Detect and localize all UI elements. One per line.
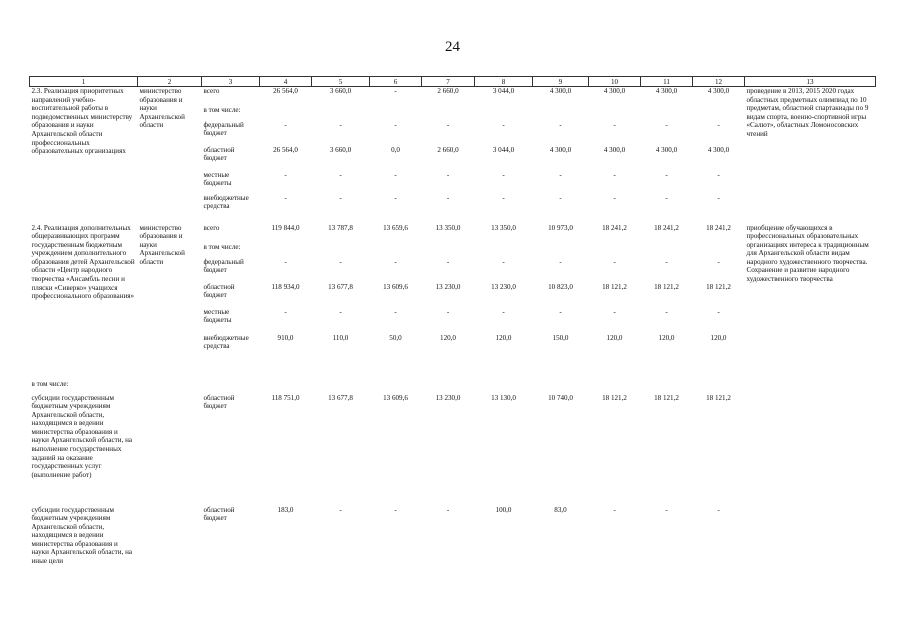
table-row [30,87,876,106]
amount-cell: 13 787,8 [328,223,353,232]
amount-cell: - [613,257,616,266]
amount-cell [589,106,641,121]
amount-cell: - [284,193,287,202]
amount-cell: 13 609,6 [383,282,408,291]
amount-cell: - [717,120,720,129]
spacer-cell [30,216,876,224]
amount-cell: - [717,170,720,179]
amount-cell: 18 121,2 [654,393,679,402]
amount-cell: 18 121,2 [706,282,731,291]
funding-source: областной бюджет [203,505,235,523]
amount-cell: - [665,505,668,514]
amount-cell: 4 300,0 [603,87,626,95]
amount-cell: 18 121,2 [654,282,679,291]
amount-cell: 4 300,0 [707,145,730,154]
col-header: 12 [693,77,745,87]
amount-cell: - [394,193,397,202]
funding-source: внебюджетные средства [203,333,249,351]
col-header: 2 [138,77,202,87]
amount-cell: - [339,170,342,179]
amount-cell: - [446,257,450,266]
amount-cell: - [717,257,720,266]
col-header: 6 [370,77,422,87]
amount-cell: 0,0 [391,145,400,154]
amount-cell: 118 934,0 [271,282,300,291]
amount-cell: - [394,170,397,179]
funding-source: областной бюджет [203,393,235,411]
amount-cell: - [446,505,450,514]
amount-cell: 119 844,0 [271,223,300,232]
amount-cell: - [394,505,397,514]
amount-cell: 120,0 [440,333,456,342]
amount-cell: - [339,505,342,514]
amount-cell [475,106,533,121]
funding-source: местные бюджеты [203,170,232,188]
funding-source: всего [203,87,220,95]
amount-cell: - [613,307,616,316]
amount-cell: 110,0 [332,333,349,342]
page-number: 24 [445,39,460,55]
result-cell [745,394,876,506]
amount-cell: 18 121,2 [706,393,731,402]
executor-cell: министерство образования и науки Архангельской области [139,87,185,130]
amount-cell: 2 660,0 [437,87,459,95]
col-header: 7 [422,77,475,87]
amount-cell [422,106,475,121]
funding-source: в том числе: [203,105,241,114]
amount-cell: 83,0 [554,505,567,514]
amount-cell: - [502,170,505,179]
spacer-row [30,216,876,224]
subsidy-title: субсидии государственным бюджетным учреждениям Архангельской области, находящимся в ведении министерства образования и науки Архангельской области, на выполнение государственных заданий на оказание государственных услуг (выполнение работ) [31,393,133,479]
funding-source: в том числе: [203,242,241,251]
amount-cell: 3 044,0 [492,87,515,95]
table-row [30,394,876,506]
col-header: 1 [30,77,138,87]
amount-cell: 18 241,2 [706,223,731,232]
amount-cell: 120,0 [658,333,675,342]
amount-cell: 13 230,0 [491,282,516,291]
amount-cell: 18 121,2 [602,282,627,291]
result-cell: приобщение обучающихся в профессиональных образовательных организациях интереса к традиционным для Архангельской области видам народного художественного творчества. Сохранение и развитие народного художественного творчества [746,223,869,284]
amount-cell: - [339,193,342,202]
amount-cell: 4 300,0 [549,87,572,95]
amount-cell: - [665,120,668,129]
measure-title: 2.3. Реализация приоритетных направлений учебно-воспитательной работы в подведомственных министерству образования и науки Архангельской области профессиональных образовательных организациях [31,87,133,156]
amount-cell: 3 044,0 [492,145,515,154]
amount-cell [312,106,370,121]
amount-cell: - [502,257,505,266]
amount-cell: - [339,120,342,129]
amount-cell: 13 609,6 [383,393,408,402]
table-cell [138,380,876,394]
col-header: 9 [533,77,589,87]
executor-cell: министерство образования и науки Архангельской области [139,223,185,266]
amount-cell: - [665,307,668,316]
amount-cell: - [665,170,668,179]
amount-cell [422,243,475,258]
amount-cell [370,106,422,121]
funding-source: местные бюджеты [203,307,232,325]
amount-cell: - [394,87,397,95]
col-header: 8 [475,77,533,87]
col-header: 5 [312,77,370,87]
amount-cell: - [339,257,342,266]
amount-cell: 100,0 [495,505,512,514]
col-header: 4 [260,77,312,87]
amount-cell [693,243,745,258]
amount-cell: 13 350,0 [491,223,516,232]
amount-cell: 10 973,0 [548,223,573,232]
amount-cell [641,243,693,258]
amount-cell: - [446,307,450,316]
amount-cell: 4 300,0 [655,87,678,95]
amount-cell: 10 740,0 [548,393,573,402]
funding-source: федеральный бюджет [203,120,244,138]
amount-cell: 13 230,0 [435,393,461,402]
amount-cell: - [446,120,450,129]
amount-cell: - [559,170,562,179]
amount-cell: 13 659,6 [383,223,408,232]
amount-cell: 13 230,0 [435,282,461,291]
amount-cell: 13 677,8 [328,393,353,402]
amount-cell: - [613,170,616,179]
amount-cell: 150,0 [552,333,569,342]
amount-cell [533,106,589,121]
col-header: 10 [589,77,641,87]
amount-cell: 50,0 [389,333,402,342]
amount-cell: 4 300,0 [603,145,626,154]
amount-cell: - [502,193,505,202]
amount-cell: 4 300,0 [707,87,730,95]
amount-cell: 10 823,0 [548,282,573,291]
amount-cell: - [559,120,562,129]
amount-cell: 183,0 [277,505,294,514]
amount-cell [475,243,533,258]
table-row [30,224,876,243]
amount-cell: - [559,307,562,316]
amount-cell: - [559,257,562,266]
amount-cell: - [284,307,287,316]
result-cell: проведение в 2013, 2015 2020 годах областных предметных олимпиад по 10 предметам, областной спартакиады по 9 видам спорта, военно-спортивной игры «Салют», областных Ломоносовских чтений [746,87,869,138]
amount-cell: - [394,257,397,266]
amount-cell: - [446,193,450,202]
amount-cell [589,243,641,258]
amount-cell: - [665,193,668,202]
amount-cell: - [446,170,450,179]
amount-cell: 120,0 [710,333,727,342]
amount-cell: - [394,120,397,129]
amount-cell: 26 564,0 [273,145,298,154]
amount-cell: - [284,257,287,266]
executor-cell [138,506,202,566]
amount-cell: - [394,307,397,316]
table-row [30,506,876,566]
amount-cell: 13 350,0 [435,223,461,232]
amount-cell: 13 677,8 [328,282,353,291]
funding-source: областной бюджет [203,282,235,300]
amount-cell: 910,0 [277,333,294,342]
amount-cell: 26 564,0 [273,87,298,95]
funding-source: всего [203,223,220,232]
amount-cell: - [613,193,616,202]
measure-title: 2.4. Реализация дополнительных общеразвивающих программ государственным бюджетным учреждением дополнительного образования детей Архангельской области «Центр народного творчества «Ансамбль песни и пляски «Сиверко» учащихся профессионального образования» [31,223,135,301]
amount-cell: - [717,193,720,202]
executor-cell [138,394,202,506]
in-that-number-label: в том числе: [31,379,69,388]
amount-cell: 4 300,0 [549,145,572,154]
amount-cell: - [502,307,505,316]
amount-cell: 3 660,0 [329,87,352,95]
amount-cell [312,243,370,258]
amount-cell: 4 300,0 [655,145,678,154]
amount-cell [370,243,422,258]
amount-cell: - [613,505,616,514]
amount-cell: - [284,120,287,129]
amount-cell [641,106,693,121]
amount-cell: 18 241,2 [602,223,627,232]
table-body [30,87,876,566]
amount-cell [693,106,745,121]
col-header: 13 [745,77,876,87]
funding-source: федеральный бюджет [203,257,244,275]
amount-cell: - [559,193,562,202]
program-table [29,76,876,566]
col-header: 3 [202,77,260,87]
amount-cell: 2 660,0 [437,145,459,154]
amount-cell: 18 121,2 [602,393,627,402]
header-row [30,77,876,87]
amount-cell: 3 660,0 [329,145,352,154]
amount-cell [533,243,589,258]
col-header: 11 [641,77,693,87]
amount-cell: - [502,120,505,129]
subsidy-title: субсидии государственным бюджетным учреждениям Архангельской области, находящимся в ведении министерства образования и науки Архангельской области, на иные цели [31,505,133,566]
amount-cell: 118 751,0 [271,393,300,402]
funding-source: областной бюджет [203,145,235,163]
amount-cell: 120,0 [606,333,623,342]
amount-cell: 13 130,0 [491,393,516,402]
amount-cell [260,106,312,121]
amount-cell: - [717,307,720,316]
result-cell [745,506,876,566]
amount-cell: - [613,120,616,129]
amount-cell: - [284,170,287,179]
amount-cell: - [665,257,668,266]
table-row [30,380,876,394]
amount-cell: 18 241,2 [654,223,679,232]
amount-cell [260,243,312,258]
funding-source: внебюджетные средства [203,193,249,211]
amount-cell: 120,0 [495,333,512,342]
amount-cell: - [339,307,342,316]
amount-cell: - [717,505,720,514]
